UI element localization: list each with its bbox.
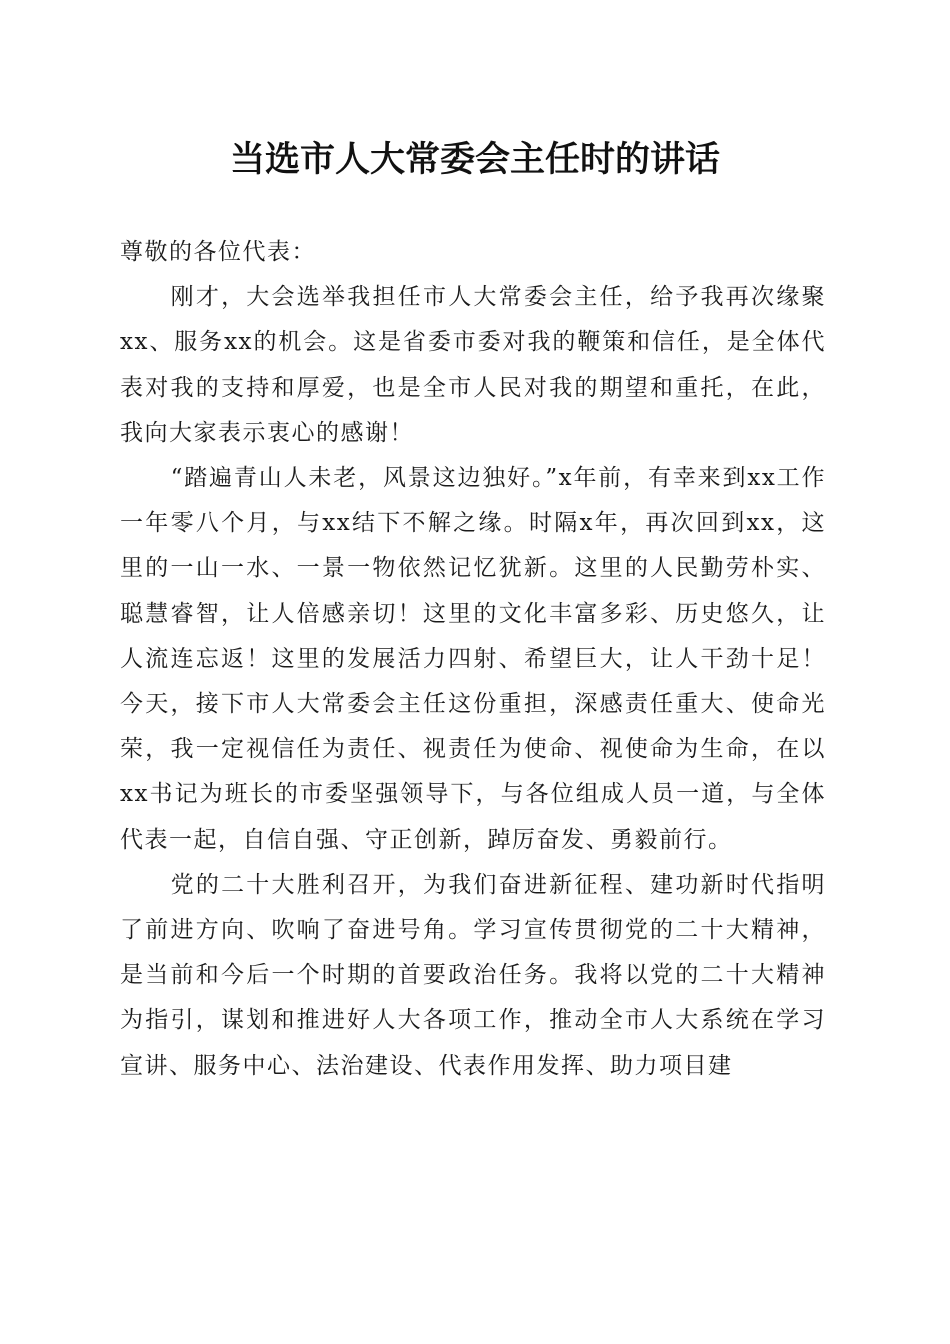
paragraph-3: 党的二十大胜利召开，为我们奋进新征程、建功新时代指明了前进方向、吹响了奋进号角。学习宣传贯彻党的二十大精神，是当前和今后一个时期的首要政治任务。我将以党的二十大精神为指引，谋划和推进好人大各项工作，推动全市人大系统在学习宣讲、服务中心、法治建设、代表作用发挥、助力项目建 <box>120 871 826 1079</box>
salutation: 尊敬的各位代表： <box>120 239 316 265</box>
document-title: 当选市人大常委会主任时的讲话 <box>229 139 720 180</box>
paragraph-1: 刚才，大会选举我担任市人大常委会主任，给予我再次缘聚xx、服务xx的机会。这是省委市委对我的鞭策和信任，是全体代表对我的支持和厚爱，也是全市人民对我的期望和重托，在此，我向大家表示衷心的感谢！ <box>120 284 826 446</box>
paragraph-2: “踏遍青山人未老，风景这边独好。”x年前，有幸来到xx工作一年零八个月，与xx结下不解之缘。时隔x年，再次回到xx，这里的一山一水、一景一物依然记忆犹新。这里的人民勤劳朴实、聪慧睿智，让人倍感亲切！这里的文化丰富多彩、历史悠久，让人流连忘返！这里的发展活力四射、希望巨大，让人干劲十足！今天，接下市人大常委会主任这份重担，深感责任重大、使命光荣，我一定视信任为责任、视责任为使命、视使命为生命，在以xx书记为班长的市委坚强领导下，与各位组成人员一道，与全体代表一起，自信自强、守正创新，踔厉奋发、勇毅前行。 <box>120 465 826 853</box>
document-body <box>120 230 826 1089</box>
